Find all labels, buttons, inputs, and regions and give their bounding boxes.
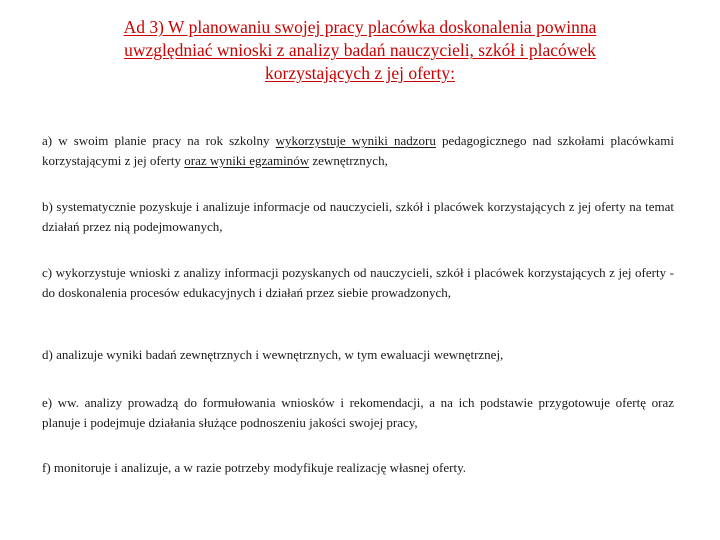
item-a-underline-2: oraz wyniki egzaminów — [184, 152, 310, 168]
item-d: d) analizuje wyniki badań zewnętrznych i wewnętrznych, w tym ewaluacji wewnętrznej, — [42, 347, 504, 362]
slide-title — [70, 16, 650, 85]
item-a-underline-1: wykorzystuje wyniki nadzoru — [275, 133, 436, 148]
item-e: e) ww. analizy prowadzą do formułowania wniosków i rekomendacji, a na ich podstawie przygotowuje ofertę oraz planuje i podejmuje działania służące podnoszeniu jakości swojej pracy, — [42, 395, 674, 430]
item-b: b) systematycznie pozyskuje i analizuje informacje od nauczycieli, szkół i placówek korzystających z jej oferty na temat działań przez nią podejmowanych, — [42, 199, 674, 234]
title-line-3: korzystających z jej oferty: — [265, 63, 455, 83]
item-c: c) wykorzystuje wnioski z analizy informacji pozyskanych od nauczycieli, szkół i placówek korzystających z jej oferty - do doskonalenia procesów edukacyjnych i działań przez siebie prowadzonych, — [42, 265, 674, 300]
item-a-text-1: a) w swoim planie pracy na rok szkolny — [42, 133, 276, 148]
item-a — [42, 131, 674, 170]
item-f: f) monitoruje i analizuje, a w razie potrzeby modyfikuje realizację własnej oferty. — [42, 460, 466, 475]
item-a-text-3: zewnętrznych, — [309, 152, 388, 168]
title-line-2: uwzględniać wnioski z analizy badań nauczycieli, szkół i placówek — [124, 40, 596, 60]
title-line-1: Ad 3) W planowaniu swojej pracy placówka doskonalenia powinna — [123, 17, 597, 37]
item-a-text-2: pedagogicznego nad szkołami placówkami korzystającymi z jej oferty — [42, 133, 674, 168]
